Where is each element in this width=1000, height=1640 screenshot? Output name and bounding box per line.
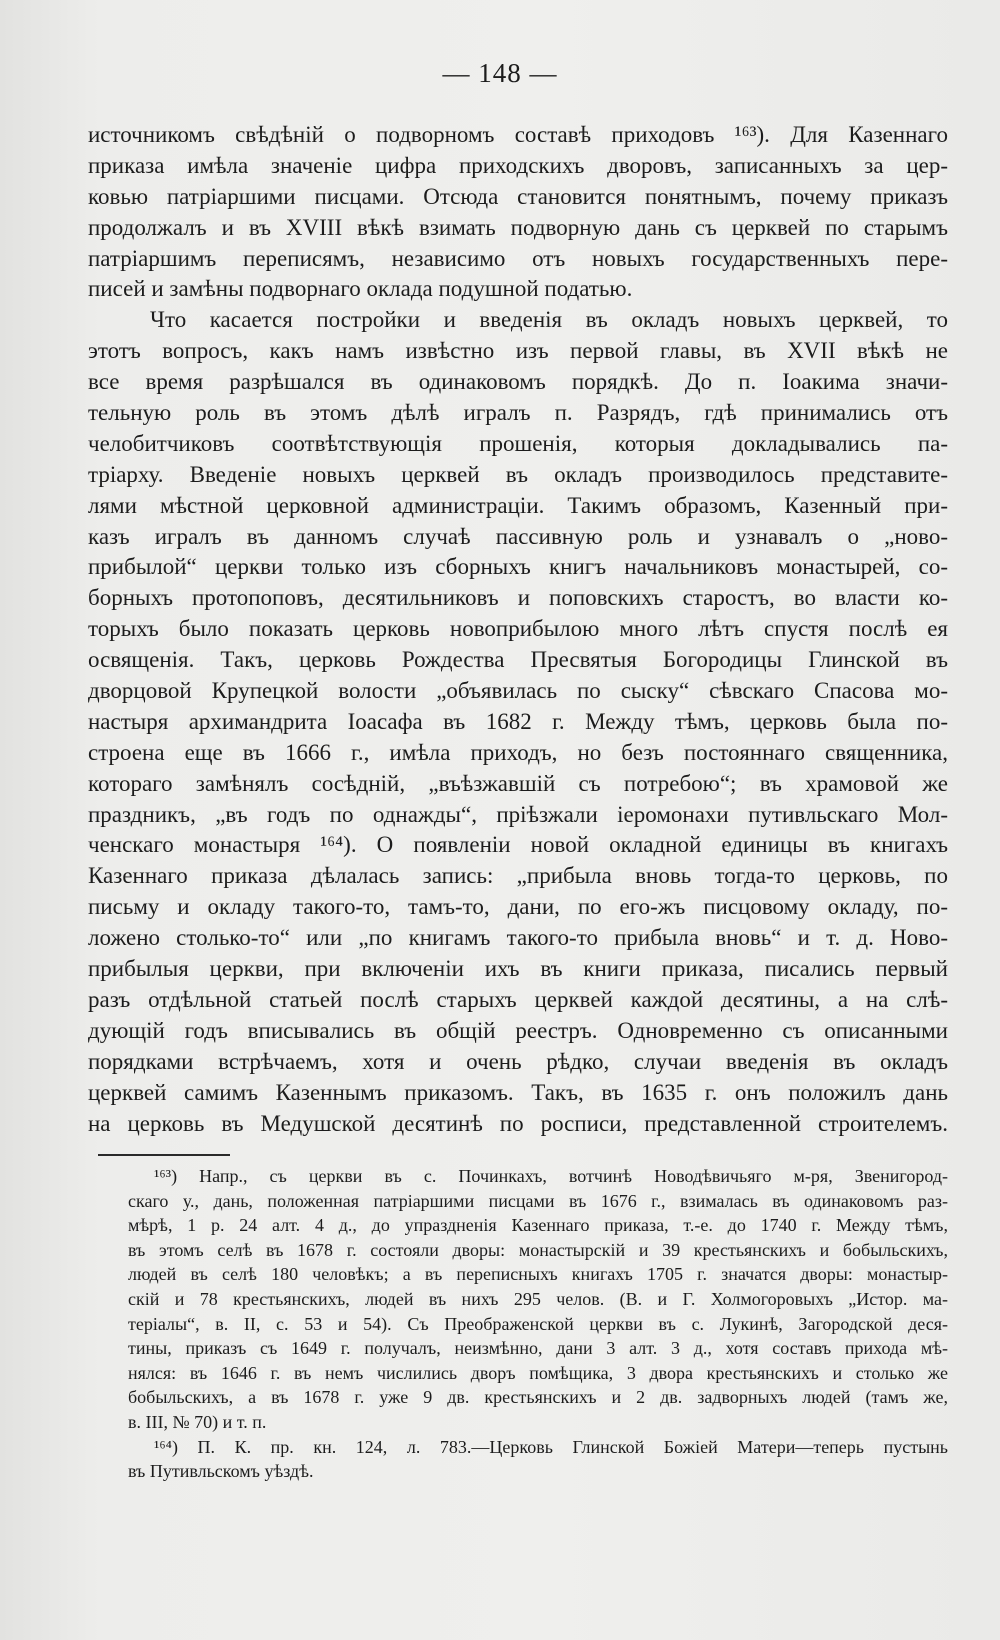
footnote-163-line: въ этомъ селѣ въ 1678 г. состояли дворы: монастырскій и 39 крестьянскихъ и бобыльскихъ, <box>128 1239 948 1260</box>
footnote-163-line: тины, приказъ съ 1649 г. получалъ, неизмѣнно, дани 3 алт. 3 д., хотя составъ прихода мѣ- <box>128 1338 948 1359</box>
text-line: тріарху. Введеніе новыхъ церквей въ окладъ производилось представите- <box>88 461 948 487</box>
text-line: казъ игралъ въ данномъ случаѣ пассивную роль и узнавалъ о „ново- <box>88 523 948 549</box>
text-line: патріаршимъ переписямъ, независимо отъ новыхъ государственныхъ пере- <box>88 245 948 271</box>
text-line: ложено столько-то“ или „по книгамъ такого-то прибыла вновь“ и т. д. Ново- <box>88 925 948 951</box>
footnote-divider <box>98 1154 230 1156</box>
text-line: дворцовой Крупецкой волости „объявилась по сыску“ сѣвскаго Спасова мо- <box>88 678 948 704</box>
text-line: источникомъ свѣдѣній о подворномъ составѣ приходовъ ¹⁶³). Для Казеннаго <box>88 122 948 147</box>
text-line: освященія. Такъ, церковь Рождества Пресвятыя Богородицы Глинской въ <box>88 647 948 673</box>
text-line: котораго замѣнялъ сосѣдній, „въѣзжавшій съ потребою“; въ храмовой же <box>88 770 948 796</box>
text-line: праздникъ, „въ годъ по однажды“, пріѣзжали іеромонахи путивльскаго Мол- <box>88 801 948 827</box>
text-line: все время разрѣшался въ одинаковомъ порядкѣ. До п. Іоакима значи- <box>88 369 948 395</box>
text-line: Казеннаго приказа дѣлалась запись: „прибыла вновь тогда-то церковь, по <box>88 863 948 889</box>
text-line: торыхъ было показать церковь новоприбылою много лѣтъ спустя послѣ ея <box>88 616 948 642</box>
footnote-163-line: скій и 78 крестьянскихъ, людей въ нихъ 295 челов. (В. и Г. Холмогоровыхъ „Истор. ма- <box>128 1288 948 1309</box>
text-line: настыря архимандрита Іоасафа въ 1682 г. Между тѣмъ, церковь была по- <box>88 708 948 734</box>
text-line: церквей самимъ Казеннымъ приказомъ. Такъ, въ 1635 г. онъ положилъ дань <box>88 1079 948 1105</box>
text-line: ковью патріаршими писцами. Отсюда становится понятнымъ, почему приказъ <box>88 183 948 209</box>
footnote-163-line: теріалы“, в. II, с. 53 и 54). Съ Преображенской церкви въ с. Лукинѣ, Загородской деся- <box>128 1313 948 1334</box>
text-line: лями мѣстной церковной администраціи. Такимъ образомъ, Казенный при- <box>88 492 948 518</box>
text-line: строена еще въ 1666 г., имѣла приходъ, но безъ постояннаго священника, <box>88 739 948 765</box>
footnote-163-line: людей въ селѣ 180 человѣкъ; а въ переписныхъ книгахъ 1705 г. значатся дворы: монастыр- <box>128 1264 948 1285</box>
text-line: письму и окладу такого-то, тамъ-то, дани, по его-жъ писцовому окладу, по- <box>88 894 948 920</box>
text-line: борныхъ протопоповъ, десятильниковъ и поповскихъ старостъ, во власти ко- <box>88 585 948 611</box>
footnote-163-line: скаго у., дань, положенная патріаршими писцами въ 1676 г., взималась въ одинаковомъ раз- <box>128 1190 948 1211</box>
text-line: прибылыя церкви, при включеніи ихъ въ книги приказа, писались первый <box>88 956 948 982</box>
text-line: порядками встрѣчаемъ, хотя и очень рѣдко, случаи введенія въ окладъ <box>88 1048 948 1074</box>
text-line: на церковь въ Медушской десятинѣ по росписи, представленной строителемъ. <box>88 1110 948 1136</box>
footnote-163-line: в. III, № 70) и т. п. <box>128 1411 267 1432</box>
text-line: разъ отдѣльной статьей послѣ старыхъ церквей каждой десятины, а на слѣ- <box>88 986 948 1012</box>
footnote-163-line: бобыльскихъ, а въ 1678 г. уже 9 дв. крестьянскихъ и 2 дв. задворныхъ людей (тамъ же, <box>128 1387 948 1408</box>
text-line: челобитчиковъ соотвѣтствующія прошенія, которыя докладывались па- <box>88 430 948 456</box>
main-text <box>88 120 948 1139</box>
page-number: — 148 — <box>442 58 558 88</box>
footnotes <box>128 1164 948 1484</box>
text-line: тельную роль въ этомъ дѣлѣ игралъ п. Разрядъ, гдѣ принимались отъ <box>88 400 948 426</box>
footnote-163-line: ¹⁶³) Напр., съ церкви въ с. Починкахъ, вотчинѣ Новодѣвичьяго м-ря, Звенигород- <box>154 1166 948 1186</box>
text-line: дующій годъ вписывались въ общій реестръ. Одновременно съ описанными <box>88 1017 948 1043</box>
footnote-164-line: ¹⁶⁴) П. К. пр. кн. 124, л. 783.—Церковь Глинской Божіей Матери—теперь пустынь <box>154 1436 948 1457</box>
text-line: писей и замѣны подворнаго оклада подушной податью. <box>88 276 633 302</box>
text-line: прибылой“ церкви только изъ сборныхъ книгъ начальниковъ монастырей, со- <box>88 554 948 580</box>
text-line: приказа имѣла значеніе цифра приходскихъ дворовъ, записанныхъ за цер- <box>88 152 948 178</box>
footnote-164-line: въ Путивльскомъ уѣздѣ. <box>128 1461 314 1482</box>
footnote-163-line: нялся: въ 1646 г. въ немъ числились дворъ помѣщика, 3 двора крестьянскихъ и столько же <box>128 1362 948 1383</box>
text-line: Что касается постройки и введенія въ окладъ новыхъ церквей, то <box>150 307 948 333</box>
text-line: ченскаго монастыря ¹⁶⁴). О появленіи новой окладной единицы въ книгахъ <box>88 832 948 858</box>
text-line: продолжалъ и въ XVIII вѣкѣ взимать подворную дань съ церквей по старымъ <box>88 214 948 240</box>
text-line: этотъ вопросъ, какъ намъ извѣстно изъ первой главы, въ XVII вѣкѣ не <box>88 338 948 364</box>
footnote-163-line: мѣрѣ, 1 р. 24 алт. 4 д., до упраздненія Казеннаго приказа, т.-е. до 1740 г. Между тѣмъ, <box>128 1215 948 1236</box>
